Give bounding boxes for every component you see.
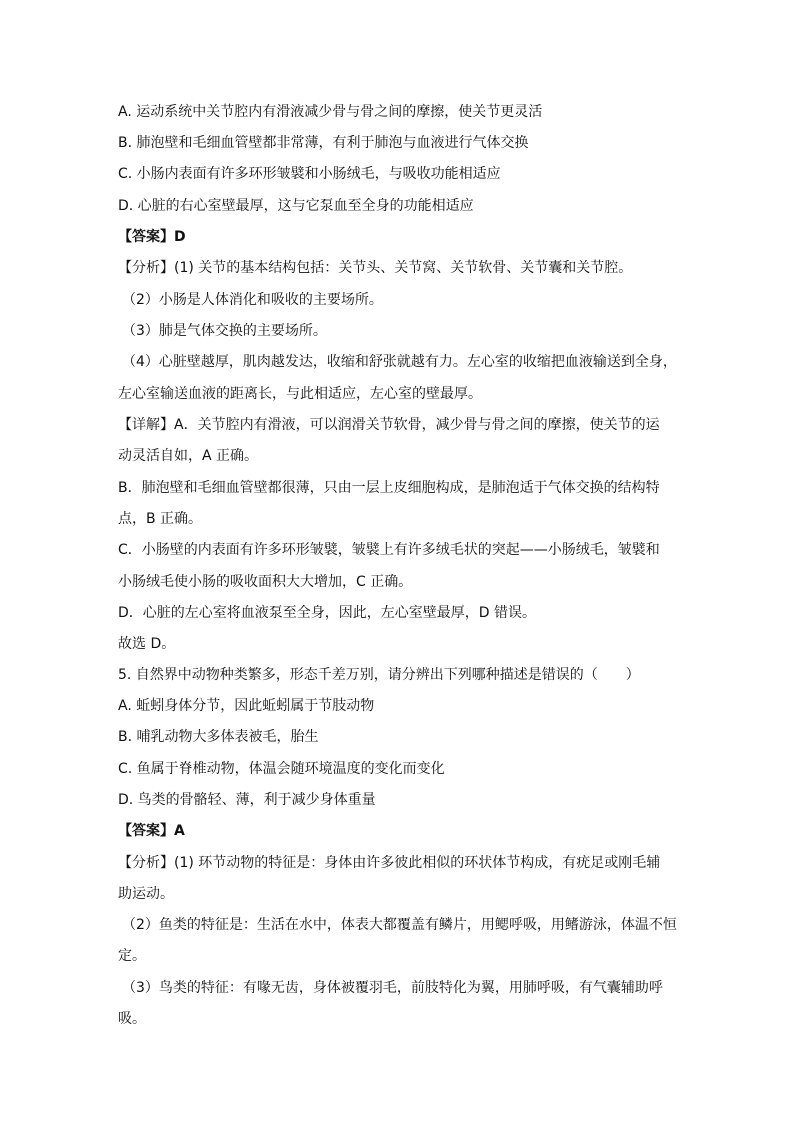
option-d-line: D. 鸟类的骨骼轻、薄，利于减少身体重量 [118,792,376,808]
answer-line: 【答案】D [118,229,186,245]
detail-line: B．肺泡壁和毛细血管壁都很薄，只由一层上皮细胞构成，是肺泡适于气体交换的结构特 [118,480,660,496]
analysis-line: 定。 [118,948,146,964]
option-a-line: A. 运动系统中关节腔内有滑液减少骨与骨之间的摩擦，使关节更灵活 [118,104,543,120]
analysis-line: （2）小肠是人体消化和吸收的主要场所。 [122,292,383,308]
option-b-line: B. 哺乳动物大多体表被毛，胎生 [118,729,319,745]
option-a-line: A. 蚯蚓身体分节，因此蚯蚓属于节肢动物 [118,698,375,714]
analysis-line: 助运动。 [118,886,174,902]
option-c-line: C. 小肠内表面有许多环形皱襞和小肠绒毛，与吸收功能相适应 [118,166,501,182]
detail-line: 点，B 正确。 [118,511,203,527]
analysis-line: 吸。 [118,1011,146,1027]
analysis-line: （2）鱼类的特征是：生活在水中，体表大都覆盖有鳞片，用鳃呼吸，用鳍游泳，体温不恒 [122,917,677,933]
option-d-line: D. 心脏的右心室壁最厚，这与它泵血至全身的功能相适应 [118,198,474,214]
detail-line: 小肠绒毛使小肠的吸收面积大大增加，C 正确。 [118,574,413,590]
question-5-stem: 5. 自然界中动物种类繁多，形态千差万别，请分辨出下列哪种描述是错误的（ ） [118,667,640,683]
analysis-line: （4）心脏壁越厚，肌肉越发达，收缩和舒张就越有力。左心室的收缩把血液输送到全身， [122,354,677,370]
analysis-line: 【分析】(1) 环节动物的特征是：身体由许多彼此相似的环状体节构成，有疣足或刚毛辅 [118,855,661,871]
conclusion-line: 故选 D。 [118,636,176,652]
analysis-line: 左心室输送血液的距离长，与此相适应，左心室的壁最厚。 [118,386,482,402]
analysis-line: 【分析】(1) 关节的基本结构包括：关节头、关节窝、关节软骨、关节囊和关节腔。 [118,260,633,276]
detail-line: D．心脏的左心室将血液泵至全身，因此，左心室壁最厚，D 错误。 [118,605,537,621]
option-c-line: C. 鱼属于脊椎动物，体温会随环境温度的变化而变化 [118,761,445,777]
analysis-line: （3）鸟类的特征：有喙无齿，身体被覆羽毛，前肢特化为翼，用肺呼吸，有气囊辅助呼 [122,980,663,996]
detail-line: 动灵活自如，A 正确。 [118,448,259,464]
detail-line: C．小肠壁的内表面有许多环形皱襞，皱襞上有许多绒毛状的突起——小肠绒毛，皱襞和 [118,542,660,558]
option-b-line: B. 肺泡壁和毛细血管壁都非常薄，有利于肺泡与血液进行气体交换 [118,135,529,151]
analysis-line: （3）肺是气体交换的主要场所。 [122,323,327,339]
detail-line: 【详解】A．关节腔内有滑液，可以润滑关节软骨，减少骨与骨之间的摩擦，使关节的运 [118,417,660,433]
answer-line: 【答案】A [118,823,185,839]
